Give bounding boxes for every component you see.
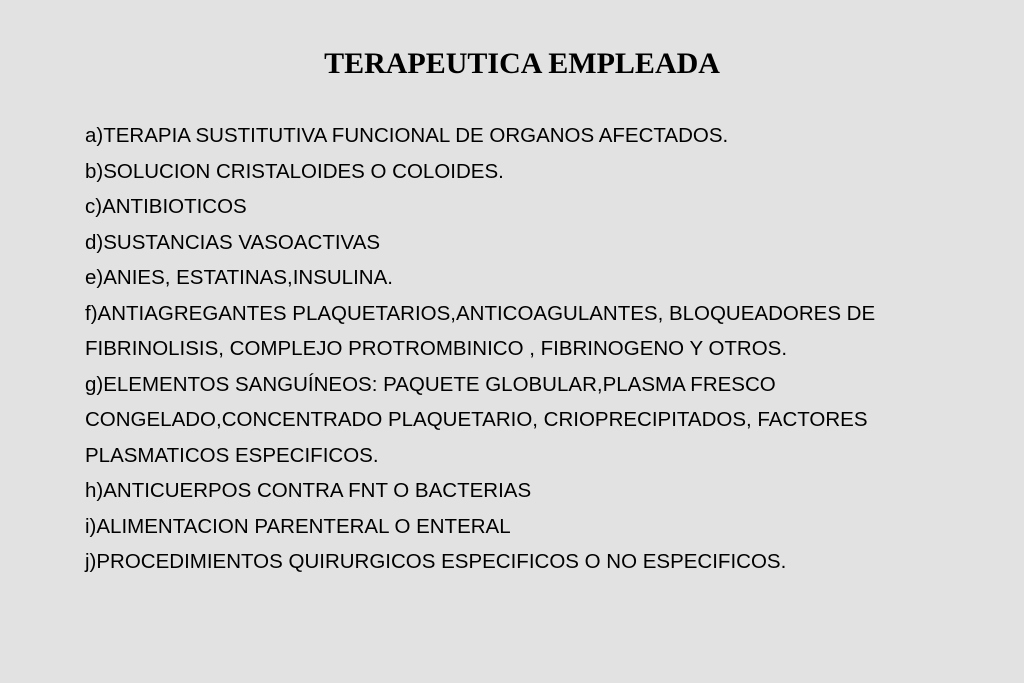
list-item: e)ANIES, ESTATINAS,INSULINA. [85, 266, 393, 289]
list-item: f)ANTIAGREGANTES PLAQUETARIOS,ANTICOAGULANTES, BLOQUEADORES DE FIBRINOLISIS, COMPLEJO PROTROMBINICO , FIBRINOGENO Y OTROS. [85, 301, 876, 360]
slide-title: TERAPEUTICA EMPLEADA [324, 47, 720, 80]
therapy-list [85, 118, 985, 580]
list-item: j)PROCEDIMIENTOS QUIRURGICOS ESPECIFICOS O NO ESPECIFICOS. [85, 550, 787, 573]
list-item: i)ALIMENTACION PARENTERAL O ENTERAL [85, 514, 511, 538]
list-item: h)ANTICUERPOS CONTRA FNT O BACTERIAS [85, 479, 532, 502]
list-item: c)ANTIBIOTICOS [85, 195, 247, 218]
list-item: a)TERAPIA SUSTITUTIVA FUNCIONAL DE ORGANOS AFECTADOS. [85, 124, 729, 147]
list-item: d)SUSTANCIAS VASOACTIVAS [85, 230, 381, 254]
list-item: b)SOLUCION CRISTALOIDES O COLOIDES. [85, 159, 504, 183]
list-item: g)ELEMENTOS SANGUÍNEOS: PAQUETE GLOBULAR,PLASMA FRESCO CONGELADO,CONCENTRADO PLAQUETARIO, CRIOPRECIPITADOS, FACTORES PLASMATICOS ESPECIFICOS. [85, 372, 868, 467]
